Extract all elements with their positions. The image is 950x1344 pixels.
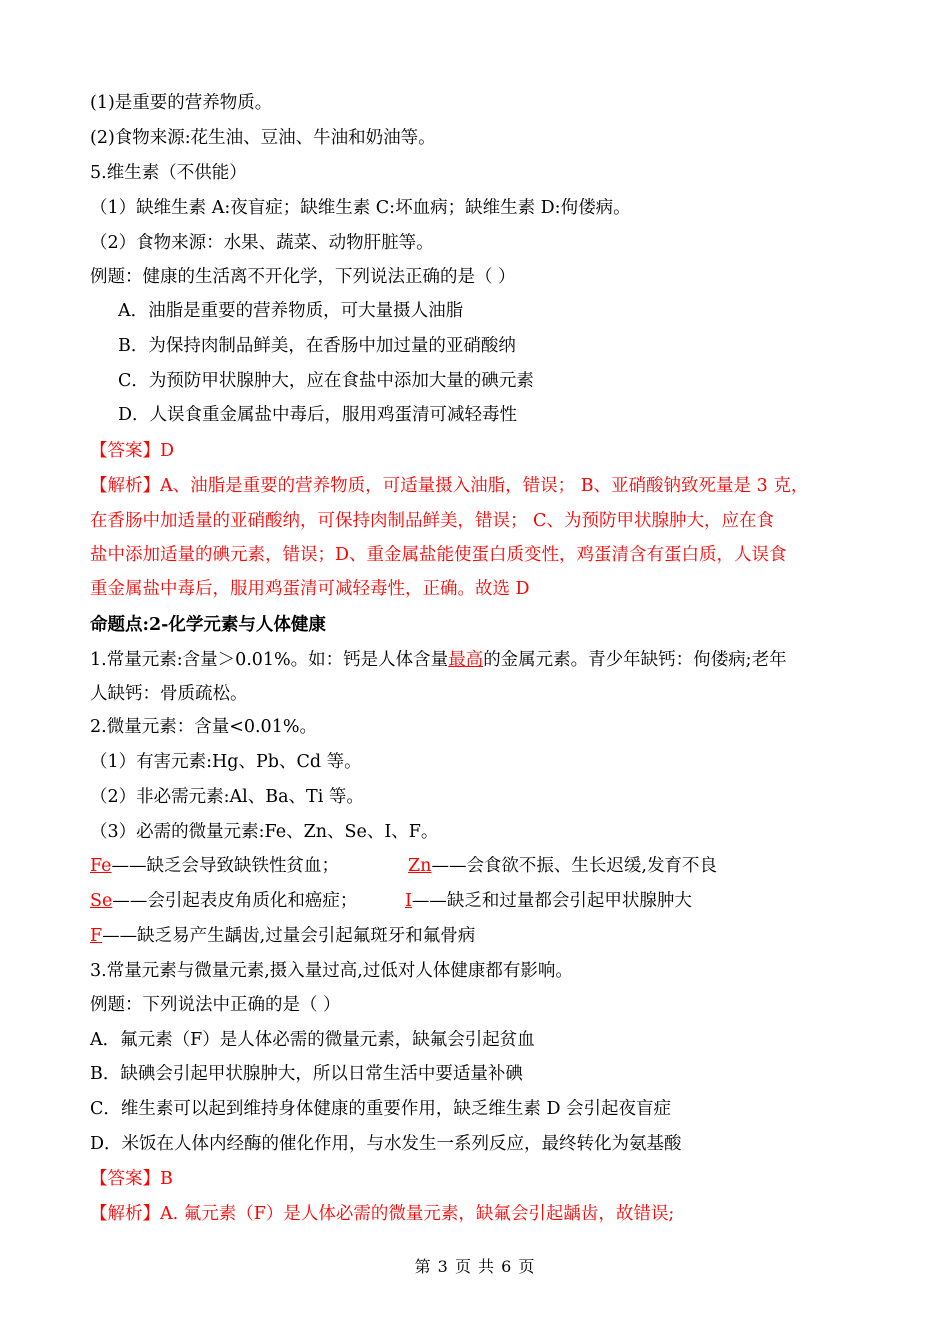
text-line: 3.常量元素与微量元素,摄入量过高,过低对人体健康都有影响。: [90, 961, 573, 981]
option-b: B．缺碘会引起甲状腺肿大，所以日常生活中要适量补碘: [90, 1064, 523, 1084]
option-a: A．油脂是重要的营养物质，可大量摄人油脂: [118, 301, 464, 321]
fill-blank: Se: [90, 891, 113, 911]
analysis-line: 在香肠中加适量的亚硝酸纳，可保持肉制品鲜美，错误； C、为预防甲状腺肿大，应在食: [90, 511, 774, 531]
element-desc: ——缺乏和过量都会引起甲状腺肿大: [411, 891, 692, 911]
element-fe: [90, 855, 339, 877]
option-b: B．为保持肉制品鲜美，在香肠中加过量的亚硝酸纳: [118, 336, 516, 356]
text-line: (2)食物来源:花生油、豆油、牛油和奶油等。: [90, 128, 436, 148]
text-line: 人缺钙：骨质疏松。: [90, 684, 248, 704]
element-f: [90, 925, 475, 947]
question-stem: 例题：健康的生活离不开化学，下列说法正确的是（ ）: [90, 267, 516, 287]
answer: 【答案】B: [90, 1169, 173, 1189]
question-stem: 例题：下列说法中正确的是（ ）: [90, 995, 341, 1015]
option-d: D．人误食重金属盐中毒后，服用鸡蛋清可减轻毒性: [118, 405, 518, 425]
text-line: （3）必需的微量元素:Fe、Zn、Se、I、F。: [90, 822, 439, 842]
element-desc: ——缺乏易产生龋齿,过量会引起氟斑牙和氟骨病: [102, 926, 476, 946]
text-line: 2.微量元素：含量<0.01%。: [90, 717, 317, 737]
answer: 【答案】D: [90, 441, 175, 461]
analysis-line: 【解析】A. 氟元素（F）是人体必需的微量元素，缺氟会引起龋齿，故错误;: [90, 1204, 675, 1224]
option-c: C．为预防甲状腺肿大，应在食盐中添加大量的碘元素: [118, 371, 534, 391]
macro-element-line: [90, 649, 787, 671]
option-a: A．氟元素（F）是人体必需的微量元素，缺氟会引起贫血: [90, 1030, 535, 1050]
page-footer: 第 3 页 共 6 页: [414, 1257, 536, 1276]
text-line: （1）有害元素:Hg、Pb、Cd 等。: [90, 752, 362, 772]
text-line: （2）食物来源：水果、蔬菜、动物肝脏等。: [90, 233, 434, 253]
fill-blank: Zn: [408, 856, 432, 876]
option-c: C．维生素可以起到维持身体健康的重要作用，缺乏维生素 D 会引起夜盲症: [90, 1099, 672, 1119]
macro-text-before: 1.常量元素:含量＞0.01%。如：钙是人体含量: [90, 650, 449, 670]
option-d: D．米饭在人体内经酶的催化作用，与水发生一系列反应，最终转化为氨基酸: [90, 1134, 682, 1154]
fill-blank: I: [405, 891, 412, 911]
fill-blank: 最高: [448, 650, 484, 670]
element-i: [405, 890, 692, 912]
macro-text-after: 的金属元素。青少年缺钙：佝偻病;老年: [483, 650, 787, 670]
element-desc: ——会引起表皮角质化和癌症；: [112, 891, 358, 911]
text-line: 5.维生素（不供能）: [90, 163, 247, 183]
text-line: （1）缺维生素 A:夜盲症；缺维生素 C:坏血病；缺维生素 D:佝偻病。: [90, 198, 631, 218]
analysis-line: 【解析】A、油脂是重要的营养物质，可适量摄入油脂，错误； B、亚硝酸钠致死量是 3 克，: [90, 476, 809, 496]
element-zn: [408, 855, 717, 877]
text-line: （2）非必需元素:Al、Ba、Ti 等。: [90, 787, 364, 807]
analysis-line: 重金属盐中毒后，服用鸡蛋清可减轻毒性，正确。故选 D: [90, 579, 530, 599]
element-desc: ——缺乏会导致缺铁性贫血；: [111, 856, 340, 876]
text-line: (1)是重要的营养物质。: [90, 93, 273, 113]
element-desc: ——会食欲不振、生长迟缓,发育不良: [431, 856, 717, 876]
fill-blank: F: [90, 926, 103, 946]
element-se: [90, 890, 357, 912]
analysis-line: 盐中添加适量的碘元素，错误；D、重金属盐能使蛋白质变性，鸡蛋清含有蛋白质，人误食: [90, 545, 787, 565]
section-title: 命题点:2-化学元素与人体健康: [90, 615, 326, 635]
fill-blank: Fe: [90, 856, 112, 876]
